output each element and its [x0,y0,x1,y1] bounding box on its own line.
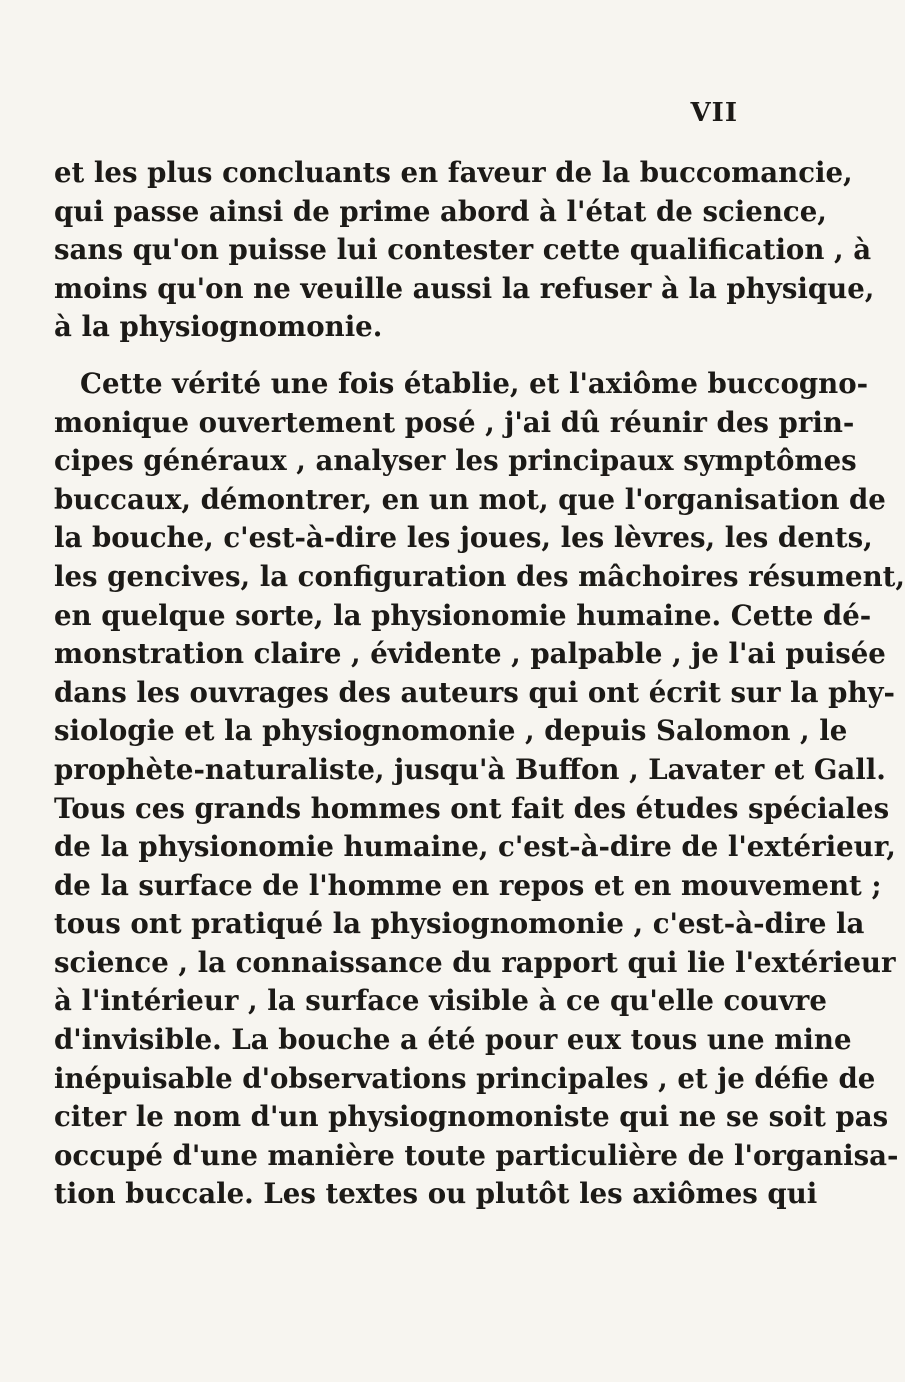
text-line: dans les ouvrages des auteurs qui ont écrit sur la phy- [54,675,895,709]
text-line: à la physiognomonie. [54,310,383,344]
text-line: et les plus concluants en faveur de la buccomancie, [54,156,853,189]
text-line: Tous ces grands hommes ont fait des études spéciales [54,791,890,825]
text-line: de la physionomie humaine, c'est-à-dire de l'extérieur, [54,830,896,864]
text-line: à l'intérieur , la surface visible à ce qu'elle couvre [54,984,827,1018]
text-line: inépuisable d'observations principales , et je défie de [54,1061,876,1095]
text-line: qui passe ainsi de prime abord à l'état de science, [54,194,827,228]
text-line: science , la connaissance du rapport qui lie l'extérieur [54,945,896,979]
text-line: buccaux, démontrer, en un mot, que l'organisation de [54,482,886,516]
text-line: prophète-naturaliste, jusqu'à Buffon , Lavater et Gall. [54,752,886,786]
text-line: la bouche, c'est-à-dire les joues, les lèvres, les dents, [54,521,873,555]
text-line: de la surface de l'homme en repos et en mouvement ; [54,868,882,902]
text-line: moins qu'on ne veuille aussi la refuser à la physique, [54,271,875,305]
paragraph-2 [54,365,905,1214]
text-line: citer le nom d'un physiognomoniste qui ne se soit pas [54,1100,889,1134]
text-line: Cette vérité une fois établie, et l'axiôme buccogno- [80,366,869,400]
text-line: d'invisible. La bouche a été pour eux tous une mine [54,1023,852,1057]
text-line: tion buccale. Les textes ou plutôt les axiômes qui [54,1177,818,1211]
text-line: siologie et la physiognomonie , depuis Salomon , le [54,714,848,748]
text-line: en quelque sorte, la physionomie humaine. Cette dé- [54,598,872,632]
page-number: VII [690,98,738,128]
text-line: sans qu'on puisse lui contester cette qualification , à [54,233,872,267]
text-line: monstration claire , évidente , palpable , je l'ai puisée [54,637,886,671]
text-line: cipes généraux , analyser les principaux symptômes [54,444,857,478]
text-line: monique ouvertement posé , j'ai dû réunir des prin- [54,405,855,439]
text-line: occupé d'une manière toute particulière de l'organisa- [54,1138,899,1172]
text-line: tous ont pratiqué la physiognomonie , c'est-à-dire la [54,907,865,941]
text-line: les gencives, la configuration des mâchoires résument, [54,559,905,593]
body-text [54,154,905,1214]
paragraph-1 [54,154,875,347]
